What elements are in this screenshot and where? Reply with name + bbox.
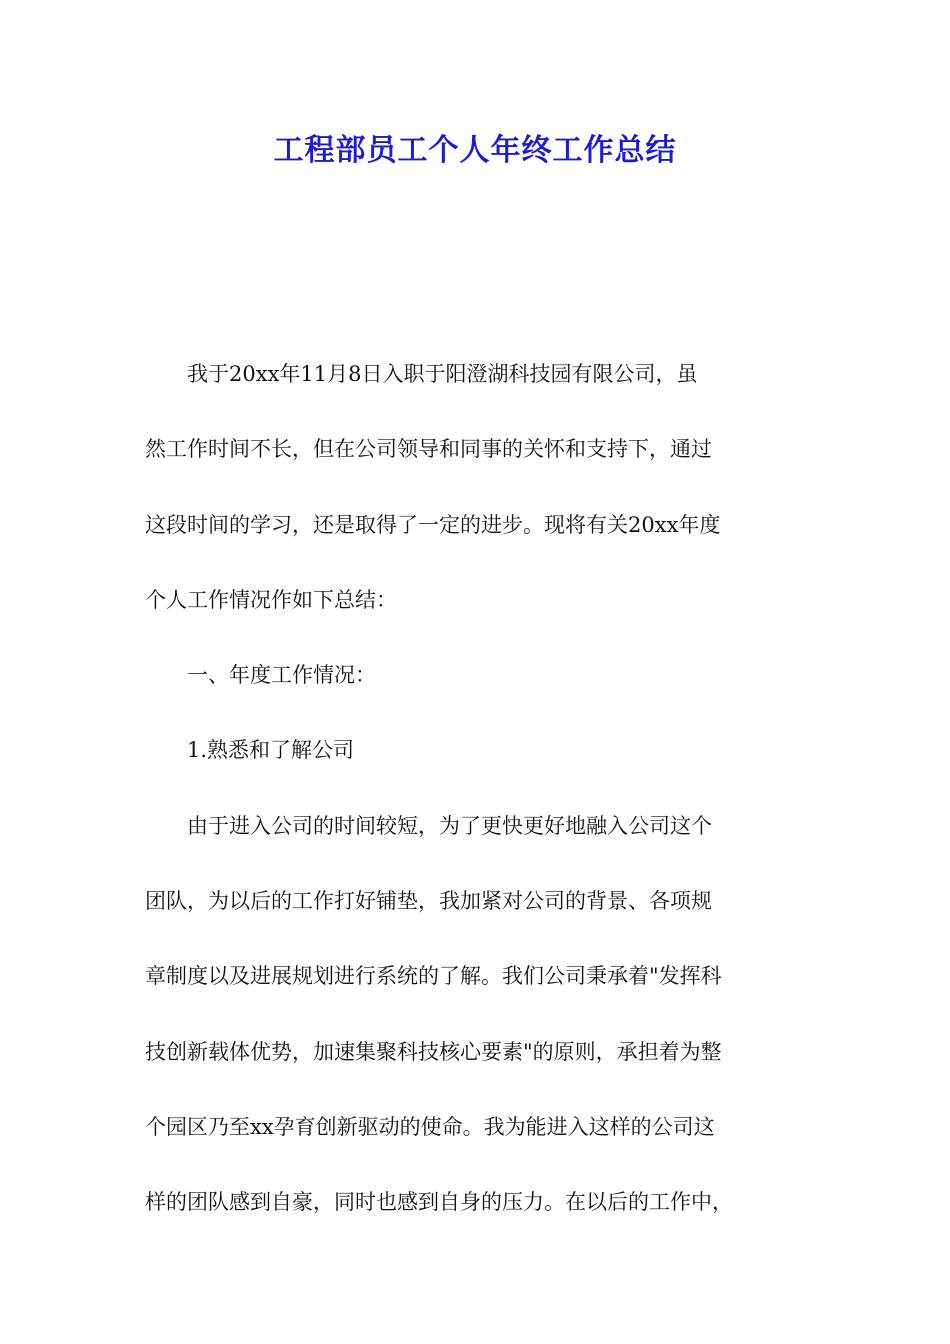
subsection-heading [145, 713, 810, 788]
text-line: 个园区乃至xx孕育创新驱动的使命。我为能进入这样的公司这 [145, 1114, 715, 1139]
text-line: 由于进入公司的时间较短，为了更快更好地融入公司这个 [187, 813, 712, 838]
text-line: 样的团队感到自豪，同时也感到自身的压力。在以后的工作中， [145, 1190, 733, 1215]
text-line: 我于20xx年11月8日入职于阳澄湖科技园有限公司，虽 [187, 362, 698, 386]
document-title: 工程部员工个人年终工作总结 [273, 133, 677, 168]
document-body [145, 337, 810, 1241]
text-line: 这段时间的学习，还是取得了一定的进步。现将有关20xx年度 [145, 512, 721, 537]
paragraph-intro [145, 337, 810, 638]
text-line: 1.熟悉和了解公司 [187, 738, 355, 763]
paragraph-company [145, 789, 810, 1241]
text-line: 章制度以及进展规划进行系统的了解。我们公司秉承着"发挥科 [145, 964, 722, 989]
text-line: 然工作时间不长，但在公司领导和同事的关怀和支持下，通过 [145, 437, 712, 462]
text-line: 个人工作情况作如下总结： [145, 587, 397, 612]
text-line: 技创新载体优势，加速集聚科技核心要素"的原则，承担着为整 [145, 1039, 722, 1064]
text-line: 一、年度工作情况： [187, 663, 376, 688]
section-heading [145, 638, 810, 713]
text-line: 团队，为以后的工作打好铺垫，我加紧对公司的背景、各项规 [145, 889, 712, 914]
